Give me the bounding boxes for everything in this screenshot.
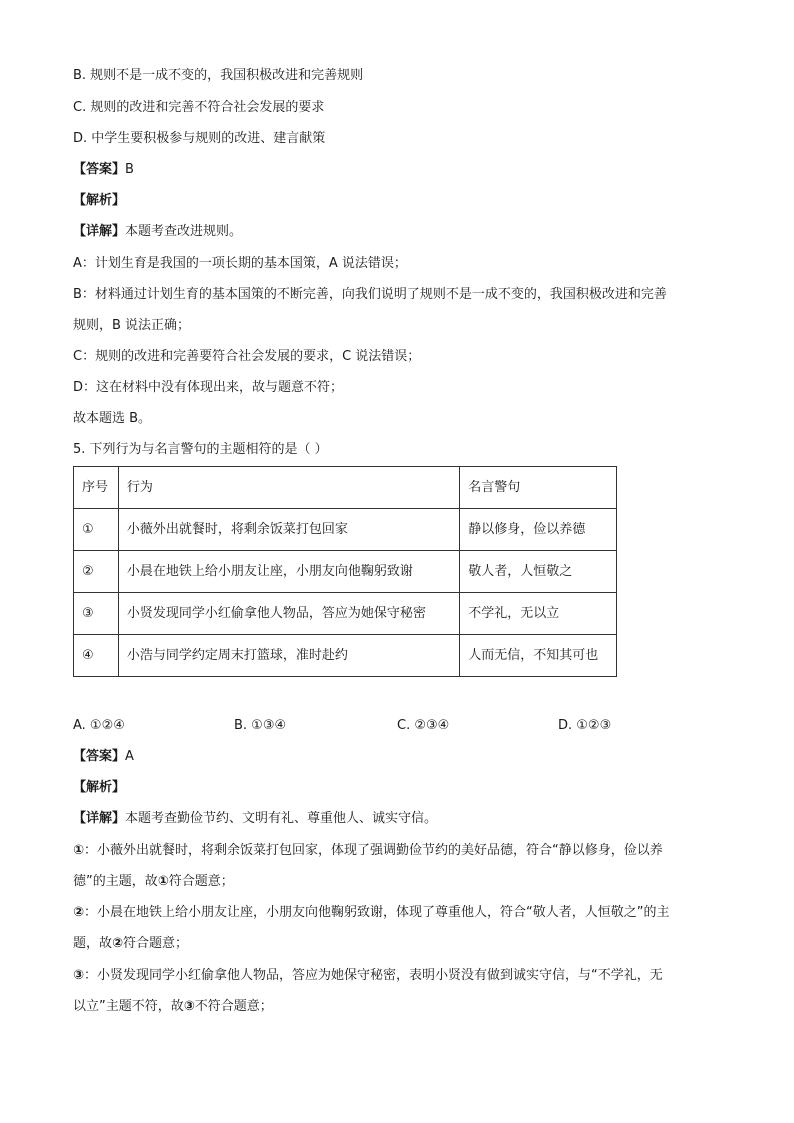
table-header-row <box>74 467 617 509</box>
q4-explain-b-line1: B：材料通过计划生育的基本国策的不断完善，向我们说明了规则不是一成不变的，我国积极改进和完善 <box>73 287 667 302</box>
table-row <box>74 551 617 593</box>
answer-value: A <box>125 749 134 764</box>
q5-analysis-tag: 【解析】 <box>73 780 126 795</box>
option-c-line: C. 规则的改进和完善不符合社会发展的要求 <box>73 100 325 115</box>
q5-explain-1-line2: 德”的主题，故①符合题意； <box>73 874 234 889</box>
q4-conclusion: 故本题选 B。 <box>73 411 152 426</box>
detail-text: 本题考查勤俭节约、文明有礼、尊重他人、诚实守信。 <box>125 811 438 826</box>
option-a: A. ①②④ <box>73 718 125 733</box>
q4-explain-b-line2: 规则，B 说法正确； <box>73 318 191 333</box>
detail-text: 本题考查改进规则。 <box>125 224 243 239</box>
option-c: C. ②③④ <box>397 718 450 733</box>
q5-table <box>73 466 617 677</box>
cell-quote: 敬人者，人恒敬之 <box>460 551 617 593</box>
header-number: 序号 <box>74 467 119 509</box>
answer-tag: 【答案】 <box>73 162 126 177</box>
q5-explain-2-line2: 题，故②符合题意； <box>73 936 189 951</box>
option-b-line: B. 规则不是一成不变的，我国积极改进和完善规则 <box>73 68 364 83</box>
cell-number: ② <box>74 551 119 593</box>
cell-quote: 不学礼，无以立 <box>460 593 617 635</box>
option-d: D. ①②③ <box>558 718 612 733</box>
cell-number: ④ <box>74 635 119 677</box>
cell-behavior: 小贤发现同学小红偷拿他人物品，答应为她保守秘密 <box>118 593 459 635</box>
cell-behavior: 小薇外出就餐时，将剩余饭菜打包回家 <box>118 509 459 551</box>
option-d-line: D. 中学生要积极参与规则的改进、建言献策 <box>73 131 326 146</box>
table-row <box>74 593 617 635</box>
q5-stem: 5. 下列行为与名言警句的主题相符的是（ ） <box>73 442 328 457</box>
cell-behavior: 小浩与同学约定周末打篮球，准时赴约 <box>118 635 459 677</box>
q5-answer <box>73 747 134 767</box>
q5-explain-3-line1: ③：小贤发现同学小红偷拿他人物品，答应为她保守秘密，表明小贤没有做到诚实守信，与“不学礼，无 <box>73 968 663 983</box>
table-row <box>74 635 617 677</box>
answer-value: B <box>125 162 134 177</box>
answer-tag: 【答案】 <box>73 749 126 764</box>
q5-explain-2-line1: ②：小晨在地铁上给小朋友让座，小朋友向他鞠躬致谢，体现了尊重他人，符合“敬人者，人恒敬之”的主 <box>73 905 670 920</box>
q4-detail <box>73 222 242 242</box>
header-quote: 名言警句 <box>460 467 617 509</box>
cell-quote: 静以修身，俭以养德 <box>460 509 617 551</box>
cell-quote: 人而无信，不知其可也 <box>460 635 617 677</box>
cell-behavior: 小晨在地铁上给小朋友让座，小朋友向他鞠躬致谢 <box>118 551 459 593</box>
header-behavior: 行为 <box>118 467 459 509</box>
q5-options <box>73 716 723 736</box>
cell-number: ③ <box>74 593 119 635</box>
cell-number: ① <box>74 509 119 551</box>
q4-explain-c: C：规则的改进和完善要符合社会发展的要求，C 说法错误； <box>73 349 421 364</box>
detail-tag: 【详解】 <box>73 224 126 239</box>
q4-explain-d: D：这在材料中没有体现出来，故与题意不符； <box>73 380 344 395</box>
option-b: B. ①③④ <box>234 718 287 733</box>
detail-tag: 【详解】 <box>73 811 126 826</box>
q5-explain-1-line1: ①：小薇外出就餐时，将剩余饭菜打包回家，体现了强调勤俭节约的美好品德，符合“静以修身，俭以养 <box>73 843 663 858</box>
q4-analysis-tag: 【解析】 <box>73 193 126 208</box>
q5-detail <box>73 809 437 829</box>
q4-answer <box>73 160 134 180</box>
q4-explain-a: A：计划生育是我国的一项长期的基本国策，A 说法错误； <box>73 256 407 271</box>
table-row <box>74 509 617 551</box>
q5-explain-3-line2: 以立”主题不符，故③不符合题意； <box>73 999 273 1014</box>
